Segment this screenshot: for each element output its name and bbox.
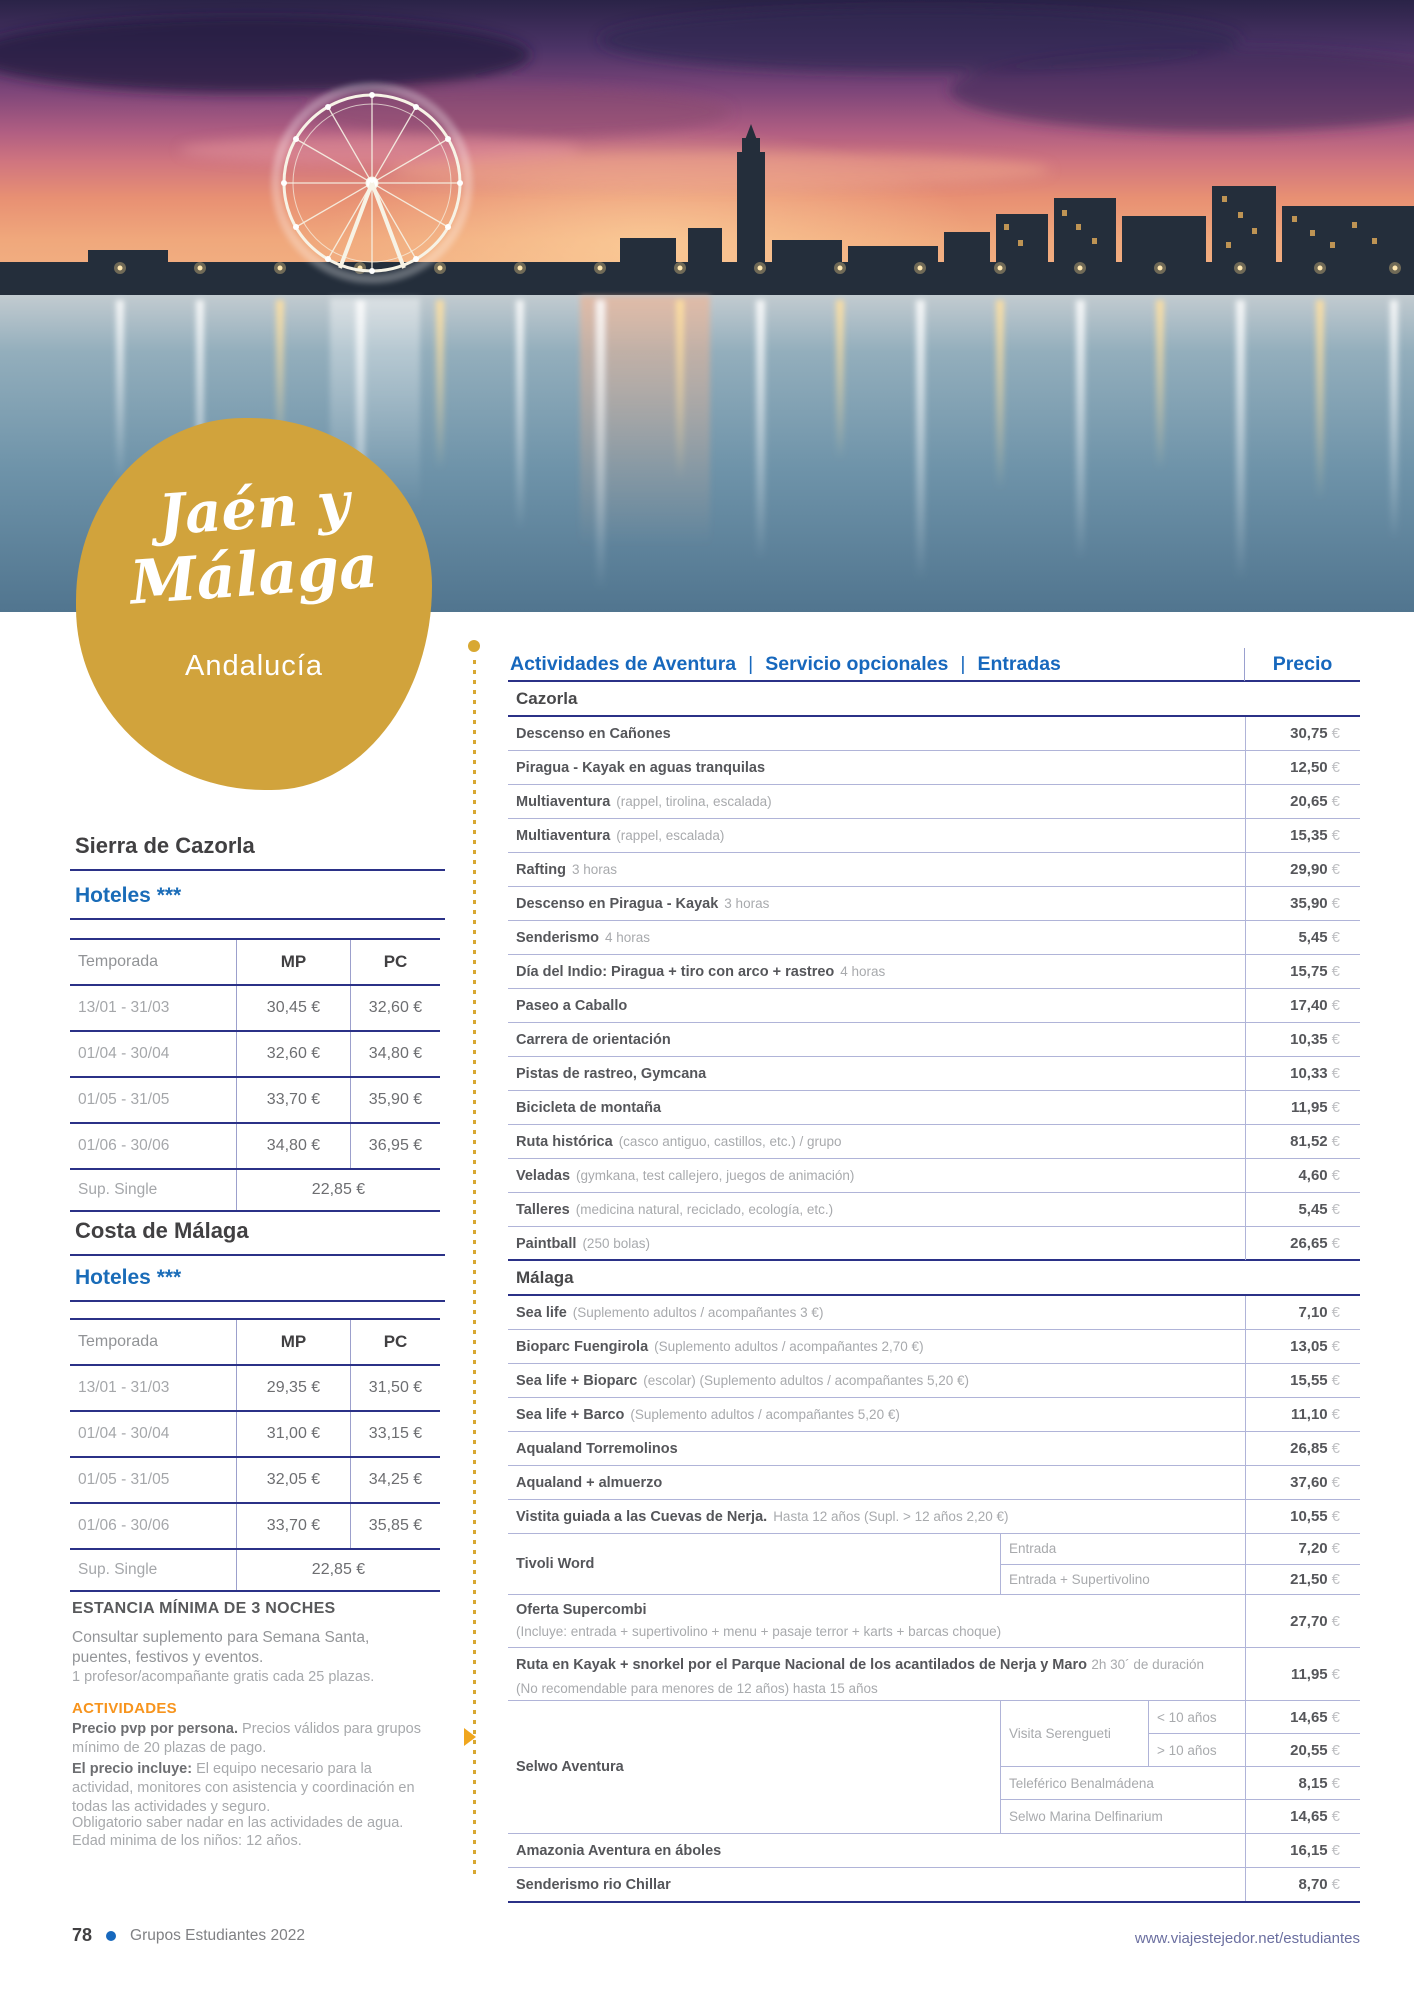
euro-sign: €: [1331, 1774, 1340, 1792]
activity-price: 14,65 €: [1245, 1701, 1360, 1734]
single-label: Sup. Single: [78, 1181, 158, 1198]
selwo-marina-label: Selwo Marina Delfinarium: [1000, 1800, 1245, 1833]
activity-row-supercombi: [508, 1595, 1360, 1648]
activity-note: (Incluye: entrada + supertivolino + menu + pasaje terror + karts + barcas choque): [516, 1623, 1002, 1639]
activity-name: Día del Indio: Piragua + tiro con arco + rastreo: [516, 963, 835, 980]
season-cell: 01/04 - 30/04: [78, 1425, 170, 1442]
activity-price: 12,50 €: [1245, 751, 1360, 784]
euro-sign: €: [1331, 895, 1340, 912]
activity-row: [508, 1398, 1360, 1432]
single-value: 22,85 €: [236, 1170, 440, 1210]
season-cell: 01/04 - 30/04: [78, 1045, 170, 1062]
euro-sign: €: [1331, 1540, 1340, 1558]
euro-sign: €: [1331, 1808, 1340, 1825]
activity-name: Sea life: [516, 1304, 567, 1321]
activity-row: [508, 1834, 1360, 1868]
teacher-note: 1 profesor/acompañante gratis cada 25 plazas.: [72, 1669, 375, 1685]
header-separator: |: [748, 653, 754, 675]
pc-cell: 33,15 €: [350, 1412, 440, 1456]
euro-sign: €: [1331, 1065, 1340, 1082]
section-title-sierra-cazorla: Sierra de Cazorla: [70, 833, 445, 871]
activity-row: [508, 1193, 1360, 1227]
activity-row: [508, 921, 1360, 955]
activity-row: [508, 1466, 1360, 1500]
euro-sign: €: [1331, 963, 1340, 980]
activity-price: 81,52 €: [1245, 1125, 1360, 1158]
hotel-price-table-malaga: [70, 1318, 440, 1592]
selwo-age-over10: > 10 años: [1148, 1734, 1245, 1767]
activity-name: Oferta Supercombi: [516, 1602, 647, 1618]
activity-note: (Suplemento adultos / acompañantes 3 €): [572, 1305, 824, 1320]
pc-cell: 35,90 €: [350, 1078, 440, 1122]
euro-sign: €: [1331, 1612, 1340, 1630]
activity-price: 15,75 €: [1245, 955, 1360, 988]
activity-price: 27,70 €: [1245, 1595, 1360, 1647]
activity-name: Selwo Aventura: [516, 1759, 624, 1775]
single-label: Sup. Single: [78, 1561, 158, 1578]
activity-row: [508, 955, 1360, 989]
table-row: [70, 1124, 440, 1170]
activity-price: 11,95 €: [1245, 1091, 1360, 1124]
activity-name: Amazonia Aventura en áboles: [516, 1842, 722, 1859]
mp-cell: 33,70 €: [236, 1504, 350, 1548]
pc-cell: 31,50 €: [350, 1366, 440, 1410]
activity-note: (Suplemento adultos / acompañantes 5,20 €): [630, 1407, 900, 1422]
activity-name: Sea life + Barco: [516, 1406, 625, 1423]
hotel-price-table-cazorla: [70, 938, 440, 1212]
section-band-malaga: Málaga: [508, 1259, 1360, 1296]
pc-cell: 36,95 €: [350, 1124, 440, 1168]
table-row: [70, 1078, 440, 1124]
activity-name: Carrera de orientación: [516, 1031, 671, 1048]
euro-sign: €: [1331, 1842, 1340, 1859]
activity-name: Multiaventura: [516, 793, 611, 810]
activity-row: [508, 1500, 1360, 1534]
activity-note: (escolar) (Suplemento adultos / acompañantes 5,20 €): [643, 1373, 969, 1388]
pvp-note: [72, 1720, 424, 1758]
activity-price: 10,35 €: [1245, 1023, 1360, 1056]
header-precio: Precio: [1244, 648, 1360, 681]
badge-region: Andalucía: [185, 650, 323, 682]
activity-row-tivoli: [508, 1534, 1360, 1595]
table-row: [70, 1504, 440, 1550]
activity-price: 30,75 €: [1245, 717, 1360, 750]
activity-name: Bioparc Fuengirola: [516, 1338, 649, 1355]
table-row: [70, 986, 440, 1032]
hotels-subtitle-2: Hoteles ***: [70, 1266, 445, 1302]
activity-price: 17,40 €: [1245, 989, 1360, 1022]
pc-cell: 34,80 €: [350, 1032, 440, 1076]
includes-note: [72, 1760, 424, 1817]
euro-sign: €: [1331, 759, 1340, 776]
euro-sign: €: [1331, 1474, 1340, 1491]
season-cell: 01/05 - 31/05: [78, 1471, 170, 1488]
single-supplement-row: [70, 1550, 440, 1592]
activity-price: 20,55 €: [1245, 1734, 1360, 1767]
activity-price: 35,90 €: [1245, 887, 1360, 920]
gold-dotted-separator: [473, 660, 476, 1875]
activity-price: 13,05 €: [1245, 1330, 1360, 1363]
activity-name: Talleres: [516, 1201, 570, 1218]
activity-name: Senderismo: [516, 929, 599, 946]
mp-cell: 30,45 €: [236, 986, 350, 1030]
table-row: [70, 1366, 440, 1412]
table-header-row: [70, 1320, 440, 1366]
euro-sign: €: [1331, 1031, 1340, 1048]
pvp-note-bold: Precio pvp por persona.: [72, 1721, 238, 1737]
activity-row: [508, 853, 1360, 887]
activity-name: Ruta en Kayak + snorkel por el Parque Nacional de los acantilados de Nerja y Maro: [516, 1657, 1087, 1673]
badge-title-line2: Málaga: [127, 531, 381, 619]
activity-name: Ruta histórica: [516, 1133, 613, 1150]
euro-sign: €: [1331, 929, 1340, 946]
activity-row: [508, 819, 1360, 853]
activity-note: (Suplemento adultos / acompañantes 2,70 €): [654, 1339, 924, 1354]
activity-row: [508, 1227, 1360, 1260]
footer-left: [72, 1925, 305, 1946]
section-band-cazorla: Cazorla: [508, 680, 1360, 717]
activity-name: Rafting: [516, 861, 566, 878]
selwo-age-under10: < 10 años: [1148, 1701, 1245, 1734]
activity-name: Descenso en Piragua - Kayak: [516, 895, 719, 912]
gold-dot-marker: [468, 640, 480, 652]
activity-price: 29,90 €: [1245, 853, 1360, 886]
activity-price: 5,45 €: [1245, 1193, 1360, 1226]
euro-sign: €: [1331, 725, 1340, 742]
destination-badge: [76, 418, 432, 790]
activity-row: [508, 1057, 1360, 1091]
header-servicios: Servicio opcionales: [765, 653, 949, 675]
euro-sign: €: [1331, 997, 1340, 1014]
euro-sign: €: [1331, 1440, 1340, 1457]
euro-sign: €: [1331, 1133, 1340, 1150]
season-cell: 01/06 - 30/06: [78, 1517, 170, 1534]
activity-note: 4 horas: [840, 964, 886, 979]
table-row: [70, 1458, 440, 1504]
activity-name: Veladas: [516, 1167, 571, 1184]
activity-row-kayak: [508, 1648, 1360, 1701]
table-row: [70, 1032, 440, 1078]
euro-sign: €: [1331, 1372, 1340, 1389]
euro-sign: €: [1331, 1876, 1340, 1893]
mp-cell: 33,70 €: [236, 1078, 350, 1122]
activity-name: Multiaventura: [516, 827, 611, 844]
activity-price: 8,70 €: [1245, 1868, 1360, 1901]
activity-price: 7,10 €: [1245, 1296, 1360, 1329]
activity-price: 14,65 €: [1245, 1800, 1360, 1833]
header-actividades: Actividades de Aventura: [510, 653, 737, 675]
euro-sign: €: [1331, 1235, 1340, 1252]
activity-row: [508, 1125, 1360, 1159]
activity-name: Piragua - Kayak en aguas tranquilas: [516, 759, 766, 776]
activity-note: 4 horas: [605, 930, 651, 945]
season-cell: 01/06 - 30/06: [78, 1137, 170, 1154]
activity-note: (medicina natural, reciclado, ecología, etc.): [575, 1202, 834, 1217]
activity-name: Sea life + Bioparc: [516, 1372, 638, 1389]
swim-note: Obligatorio saber nadar en las actividades de agua.: [72, 1815, 404, 1831]
badge-title-line1: Jaén y: [156, 469, 352, 549]
tivoli-options: [1000, 1534, 1360, 1594]
activity-price: 15,35 €: [1245, 819, 1360, 852]
footer-dot-icon: [106, 1931, 116, 1941]
activity-price: 20,65 €: [1245, 785, 1360, 818]
mp-cell: 32,05 €: [236, 1458, 350, 1502]
activity-note: 3 horas: [571, 862, 617, 877]
activity-name: Vistita guiada a las Cuevas de Nerja.: [516, 1508, 768, 1525]
hotels-subtitle-1: Hoteles ***: [70, 884, 445, 920]
activity-name: Pistas de rastreo, Gymcana: [516, 1065, 707, 1082]
single-supplement-row: [70, 1170, 440, 1212]
activity-price: 10,33 €: [1245, 1057, 1360, 1090]
euro-sign: €: [1331, 1741, 1340, 1759]
section-title-costa-malaga: Costa de Málaga: [70, 1218, 445, 1256]
activity-name: Paintball: [516, 1235, 577, 1252]
euro-sign: €: [1331, 1099, 1340, 1116]
page-number: 78: [72, 1925, 93, 1945]
euro-sign: €: [1331, 1665, 1340, 1683]
euro-sign: €: [1331, 827, 1340, 844]
ferris-wheel: [276, 87, 468, 279]
table-row: [70, 1412, 440, 1458]
min-stay-note: ESTANCIA MÍNIMA DE 3 NOCHES: [72, 1600, 336, 1617]
activity-name: Aqualand Torremolinos: [516, 1440, 678, 1457]
activity-price: 8,15 €: [1245, 1767, 1360, 1800]
euro-sign: €: [1331, 1167, 1340, 1184]
activity-name: Aqualand + almuerzo: [516, 1474, 663, 1491]
activity-row: [508, 1296, 1360, 1330]
activity-price: 4,60 €: [1245, 1159, 1360, 1192]
activity-row: [508, 989, 1360, 1023]
activity-row: [508, 1023, 1360, 1057]
activity-row: [508, 751, 1360, 785]
activity-price: 10,55 €: [1245, 1500, 1360, 1533]
mp-cell: 32,60 €: [236, 1032, 350, 1076]
euro-sign: €: [1331, 1338, 1340, 1355]
activity-note: (rappel, escalada): [616, 828, 725, 843]
gold-arrow-marker: [464, 1728, 476, 1746]
activity-note: (250 bolas): [582, 1236, 650, 1251]
footer-label: Grupos Estudiantes 2022: [130, 1926, 305, 1944]
col-header-mp: MP: [236, 1320, 350, 1364]
table-header-row: [70, 940, 440, 986]
selwo-serengeti-label: Visita Serengueti: [1000, 1701, 1148, 1767]
activity-name: Senderismo rio Chillar: [516, 1876, 671, 1893]
euro-sign: €: [1331, 1406, 1340, 1423]
mp-cell: 31,00 €: [236, 1412, 350, 1456]
tivoli-option-supertivolino: Entrada + Supertivolino: [1000, 1565, 1245, 1595]
activities-header-titles: [508, 648, 1244, 681]
activities-price-table: [508, 648, 1360, 1903]
season-cell: 01/05 - 31/05: [78, 1091, 170, 1108]
euro-sign: €: [1331, 1508, 1340, 1525]
activity-price: 11,95 €: [1245, 1648, 1360, 1700]
activity-note: (rappel, tirolina, escalada): [616, 794, 772, 809]
activity-note: (gymkana, test callejero, juegos de animación): [576, 1168, 855, 1183]
pc-cell: 34,25 €: [350, 1458, 440, 1502]
pc-cell: 32,60 €: [350, 986, 440, 1030]
supplement-note: Consultar suplemento para Semana Santa, puentes, festivos y eventos.: [72, 1629, 370, 1667]
activity-row: [508, 1330, 1360, 1364]
activity-price: 5,45 €: [1245, 921, 1360, 954]
includes-note-bold: El precio incluye:: [72, 1761, 193, 1777]
tivoli-option-entrada: Entrada: [1000, 1534, 1245, 1564]
header-entradas: Entradas: [977, 653, 1061, 675]
activity-row-selwo: [508, 1701, 1360, 1834]
euro-sign: €: [1331, 1201, 1340, 1218]
activity-price: 15,55 €: [1245, 1364, 1360, 1397]
activity-name: Descenso en Cañones: [516, 725, 671, 742]
activity-name: Bicicleta de montaña: [516, 1099, 662, 1116]
activity-price: 11,10 €: [1245, 1398, 1360, 1431]
activity-row: [508, 785, 1360, 819]
season-cell: 13/01 - 31/03: [78, 1379, 170, 1396]
activity-price: 16,15 €: [1245, 1834, 1360, 1867]
activity-row: [508, 717, 1360, 751]
activity-row: [508, 1364, 1360, 1398]
single-value: 22,85 €: [236, 1550, 440, 1590]
activity-note: 3 horas: [724, 896, 770, 911]
euro-sign: €: [1331, 1304, 1340, 1321]
activity-price: 26,85 €: [1245, 1432, 1360, 1465]
activity-row: [508, 887, 1360, 921]
col-header-temporada: Temporada: [78, 1333, 159, 1350]
selwo-teleferico-label: Teleférico Benalmádena: [1000, 1767, 1245, 1800]
activity-note: (casco antiguo, castillos, etc.) / grupo: [618, 1134, 842, 1149]
activity-price: 26,65 €: [1245, 1227, 1360, 1260]
activity-name: Paseo a Caballo: [516, 997, 628, 1014]
includes-note-rest: El equipo necesario para la actividad, monitores con asistencia y coordinación en todas las actividades y seguro.: [72, 1761, 415, 1815]
footer-url: www.viajestejedor.net/estudiantes: [1134, 1930, 1360, 1947]
euro-sign: €: [1331, 1708, 1340, 1726]
euro-sign: €: [1331, 1570, 1340, 1588]
selwo-options-grid: [1000, 1701, 1360, 1833]
activities-note-title: ACTIVIDADES: [72, 1700, 177, 1717]
activity-note: 2h 30´ de duración (No recomendable para menores de 12 años) hasta 15 años: [516, 1657, 1204, 1696]
header-separator: |: [960, 653, 966, 675]
activity-name: Tivoli Word: [516, 1556, 595, 1572]
activity-row: [508, 1091, 1360, 1125]
age-note: Edad minima de los niños: 12 años.: [72, 1833, 302, 1849]
activity-row: [508, 1159, 1360, 1193]
activities-table-header: [508, 648, 1360, 681]
euro-sign: €: [1331, 861, 1340, 878]
pc-cell: 35,85 €: [350, 1504, 440, 1548]
mp-cell: 29,35 €: [236, 1366, 350, 1410]
activity-price: 21,50 €: [1245, 1565, 1360, 1595]
col-header-temporada: Temporada: [78, 953, 159, 970]
activity-price: 7,20 €: [1245, 1534, 1360, 1564]
col-header-pc: PC: [350, 940, 440, 984]
euro-sign: €: [1331, 793, 1340, 810]
activity-note: Hasta 12 años (Supl. > 12 años 2,20 €): [773, 1509, 1009, 1524]
pvp-note-rest: Precios válidos para grupos mínimo de 20 plazas de pago.: [72, 1721, 421, 1756]
mp-cell: 34,80 €: [236, 1124, 350, 1168]
activity-row: [508, 1868, 1360, 1901]
col-header-mp: MP: [236, 940, 350, 984]
col-header-pc: PC: [350, 1320, 440, 1364]
activity-price: 37,60 €: [1245, 1466, 1360, 1499]
activity-row: [508, 1432, 1360, 1466]
season-cell: 13/01 - 31/03: [78, 999, 170, 1016]
